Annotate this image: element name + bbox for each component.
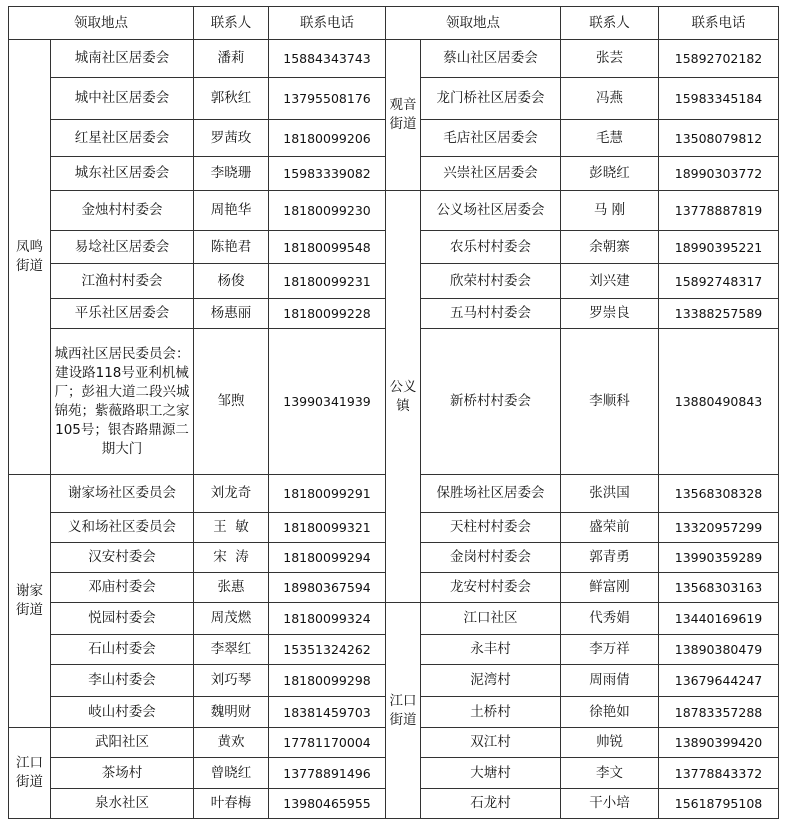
place-cell: 金烛村村委会 <box>51 191 194 231</box>
phone-cell: 18180099231 <box>269 264 386 299</box>
header-place-left: 领取地点 <box>9 7 194 40</box>
phone-cell: 15983339082 <box>269 157 386 191</box>
contact-cell: 王 敏 <box>194 513 269 543</box>
street-cell: 谢家街道 <box>9 475 51 728</box>
header-phone-right: 联系电话 <box>659 7 779 40</box>
contact-cell: 马 刚 <box>561 191 659 231</box>
contact-cell: 张芸 <box>561 40 659 78</box>
place-cell: 双江村 <box>421 728 561 758</box>
place-cell: 石山村委会 <box>51 635 194 665</box>
place-cell: 欣荣村村委会 <box>421 264 561 299</box>
contact-cell: 周茂燃 <box>194 603 269 635</box>
phone-cell: 18180099291 <box>269 475 386 513</box>
phone-cell: 18990303772 <box>659 157 779 191</box>
phone-cell: 18180099321 <box>269 513 386 543</box>
phone-cell: 15618795108 <box>659 789 779 819</box>
phone-cell: 18180099294 <box>269 543 386 573</box>
place-cell: 永丰村 <box>421 635 561 665</box>
place-cell: 天柱村村委会 <box>421 513 561 543</box>
table-row <box>9 191 779 231</box>
place-cell: 公义场社区居委会 <box>421 191 561 231</box>
place-cell: 石龙村 <box>421 789 561 819</box>
contact-cell: 李翠红 <box>194 635 269 665</box>
contact-cell: 杨惠丽 <box>194 299 269 329</box>
header-contact-left: 联系人 <box>194 7 269 40</box>
place-cell: 龙门桥社区居委会 <box>421 78 561 120</box>
contact-cell: 干小培 <box>561 789 659 819</box>
place-cell: 平乐社区居委会 <box>51 299 194 329</box>
contact-cell: 冯燕 <box>561 78 659 120</box>
place-cell: 义和场社区委员会 <box>51 513 194 543</box>
contact-cell: 余朝寨 <box>561 231 659 264</box>
place-cell: 兴崇社区居委会 <box>421 157 561 191</box>
contact-cell: 帅锐 <box>561 728 659 758</box>
place-cell: 城南社区居委会 <box>51 40 194 78</box>
contact-cell: 李顺科 <box>561 329 659 475</box>
contact-cell: 罗崇良 <box>561 299 659 329</box>
place-cell: 土桥村 <box>421 697 561 728</box>
phone-cell: 13568308328 <box>659 475 779 513</box>
place-cell: 岐山村委会 <box>51 697 194 728</box>
phone-cell: 18980367594 <box>269 573 386 603</box>
phone-cell: 13880490843 <box>659 329 779 475</box>
phone-cell: 13890399420 <box>659 728 779 758</box>
contact-cell: 黄欢 <box>194 728 269 758</box>
place-cell: 江口社区 <box>421 603 561 635</box>
contact-cell: 曾晓红 <box>194 758 269 789</box>
contact-cell: 刘巧琴 <box>194 665 269 697</box>
place-cell: 谢家场社区委员会 <box>51 475 194 513</box>
phone-cell: 13990359289 <box>659 543 779 573</box>
phone-cell: 13795508176 <box>269 78 386 120</box>
place-cell: 农乐村村委会 <box>421 231 561 264</box>
place-cell: 红星社区居委会 <box>51 120 194 157</box>
contact-cell: 刘兴建 <box>561 264 659 299</box>
contact-cell: 盛荣前 <box>561 513 659 543</box>
place-cell: 城东社区居委会 <box>51 157 194 191</box>
phone-cell: 13388257589 <box>659 299 779 329</box>
contact-cell: 叶春梅 <box>194 789 269 819</box>
phone-cell: 13440169619 <box>659 603 779 635</box>
place-cell: 江渔村村委会 <box>51 264 194 299</box>
phone-cell: 13778891496 <box>269 758 386 789</box>
contact-cell: 李万祥 <box>561 635 659 665</box>
contact-cell: 张洪国 <box>561 475 659 513</box>
phone-cell: 13980465955 <box>269 789 386 819</box>
street-cell: 江口街道 <box>386 603 421 819</box>
place-cell: 龙安村村委会 <box>421 573 561 603</box>
place-cell: 城中社区居委会 <box>51 78 194 120</box>
place-cell: 五马村村委会 <box>421 299 561 329</box>
phone-cell: 18180099206 <box>269 120 386 157</box>
place-cell: 蔡山社区居委会 <box>421 40 561 78</box>
header-contact-right: 联系人 <box>561 7 659 40</box>
contact-cell: 代秀娟 <box>561 603 659 635</box>
contact-cell: 宋 涛 <box>194 543 269 573</box>
phone-cell: 17781170004 <box>269 728 386 758</box>
place-cell: 李山村委会 <box>51 665 194 697</box>
phone-cell: 15884343743 <box>269 40 386 78</box>
place-cell: 泥湾村 <box>421 665 561 697</box>
contact-cell: 彭晓红 <box>561 157 659 191</box>
pickup-locations-table <box>8 6 779 819</box>
place-cell: 武阳社区 <box>51 728 194 758</box>
contact-cell: 魏明财 <box>194 697 269 728</box>
contact-cell: 张惠 <box>194 573 269 603</box>
phone-cell: 13890380479 <box>659 635 779 665</box>
phone-cell: 18783357288 <box>659 697 779 728</box>
contact-cell: 郭秋红 <box>194 78 269 120</box>
place-cell: 泉水社区 <box>51 789 194 819</box>
contact-cell: 鲜富刚 <box>561 573 659 603</box>
phone-cell: 13679644247 <box>659 665 779 697</box>
contact-cell: 徐艳如 <box>561 697 659 728</box>
phone-cell: 18180099324 <box>269 603 386 635</box>
contact-cell: 陈艳君 <box>194 231 269 264</box>
phone-cell: 18180099230 <box>269 191 386 231</box>
street-cell: 江口街道 <box>9 728 51 819</box>
phone-cell: 15351324262 <box>269 635 386 665</box>
street-cell: 观音街道 <box>386 40 421 191</box>
table-row <box>9 40 779 78</box>
contact-cell: 周艳华 <box>194 191 269 231</box>
place-cell: 城西社区居民委员会：建设路118号亚利机械厂；彭祖大道二段兴城锦苑；紫薇路职工之家105号；银杏路鼎源二期大门 <box>51 329 194 475</box>
contact-cell: 周雨倩 <box>561 665 659 697</box>
place-cell: 茶场村 <box>51 758 194 789</box>
phone-cell: 18180099228 <box>269 299 386 329</box>
place-cell: 大塘村 <box>421 758 561 789</box>
place-cell: 邓庙村委会 <box>51 573 194 603</box>
contact-cell: 李文 <box>561 758 659 789</box>
contact-cell: 杨俊 <box>194 264 269 299</box>
contact-cell: 刘龙奇 <box>194 475 269 513</box>
phone-cell: 15892702182 <box>659 40 779 78</box>
contact-cell: 邹煦 <box>194 329 269 475</box>
phone-cell: 18990395221 <box>659 231 779 264</box>
contact-cell: 李晓珊 <box>194 157 269 191</box>
phone-cell: 18180099548 <box>269 231 386 264</box>
phone-cell: 15892748317 <box>659 264 779 299</box>
phone-cell: 13990341939 <box>269 329 386 475</box>
contact-cell: 潘莉 <box>194 40 269 78</box>
phone-cell: 13320957299 <box>659 513 779 543</box>
header-row <box>9 7 779 40</box>
header-place-right: 领取地点 <box>386 7 561 40</box>
place-cell: 毛店社区居委会 <box>421 120 561 157</box>
contact-cell: 罗茜玫 <box>194 120 269 157</box>
phone-cell: 15983345184 <box>659 78 779 120</box>
contact-cell: 毛慧 <box>561 120 659 157</box>
phone-cell: 13778887819 <box>659 191 779 231</box>
place-cell: 新桥村村委会 <box>421 329 561 475</box>
street-cell: 凤鸣街道 <box>9 40 51 475</box>
phone-cell: 13508079812 <box>659 120 779 157</box>
place-cell: 金岗村村委会 <box>421 543 561 573</box>
table-row <box>9 603 779 635</box>
phone-cell: 18381459703 <box>269 697 386 728</box>
place-cell: 悦园村委会 <box>51 603 194 635</box>
header-phone-left: 联系电话 <box>269 7 386 40</box>
phone-cell: 18180099298 <box>269 665 386 697</box>
phone-cell: 13568303163 <box>659 573 779 603</box>
place-cell: 汉安村委会 <box>51 543 194 573</box>
street-cell: 公义镇 <box>386 191 421 603</box>
place-cell: 易埝社区居委会 <box>51 231 194 264</box>
place-cell: 保胜场社区居委会 <box>421 475 561 513</box>
contact-cell: 郭青勇 <box>561 543 659 573</box>
phone-cell: 13778843372 <box>659 758 779 789</box>
